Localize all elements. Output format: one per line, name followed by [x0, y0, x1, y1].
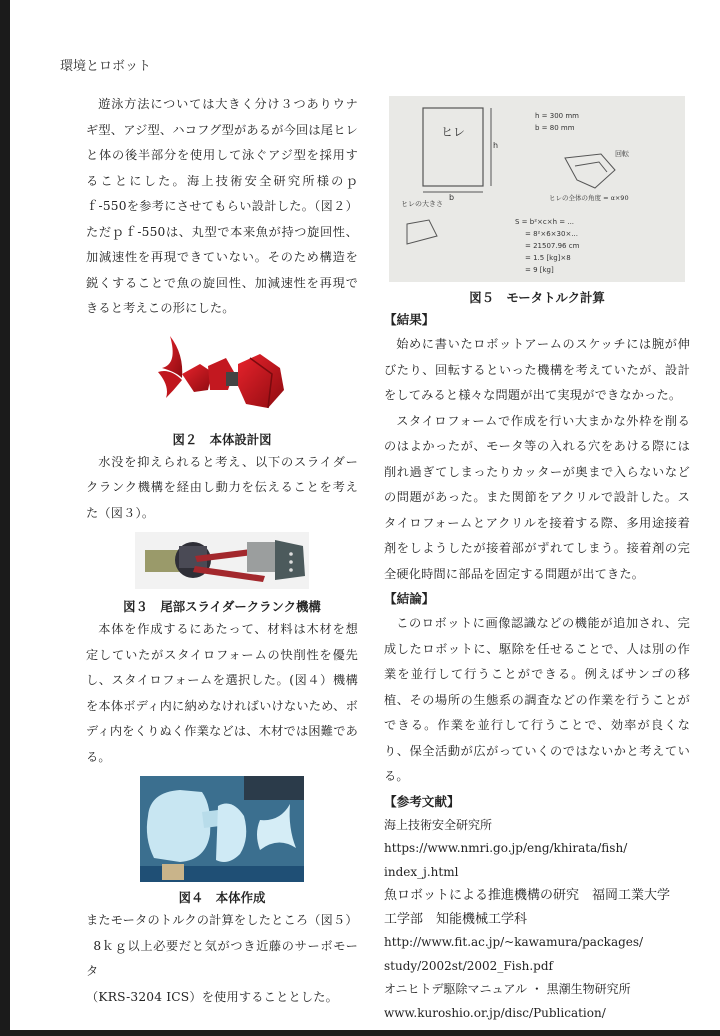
- results-heading: 【結果】: [384, 312, 435, 327]
- fig5-formula-2: = 8²×6×30×...: [525, 230, 578, 238]
- running-header: 環境とロボット: [60, 59, 152, 74]
- fig5-fin-label: ヒレ: [441, 125, 466, 139]
- conclusion-heading: 【結論】: [384, 591, 435, 606]
- results-paragraph-1: 始めに書いたロボットアームのスケッチには腕が伸びたり、回転するといった機構を考えていたが、設計をしてみると様々な問題が出て実現ができなかった。: [384, 337, 690, 402]
- paragraph-torque-line3: （KRS-3204 ICS）を使用することとした。: [86, 989, 339, 1004]
- window-left-border: [0, 0, 10, 1036]
- fig5-formula-5: = 9 [kg]: [525, 266, 554, 274]
- right-column: [384, 96, 690, 1025]
- reference-2-url-a[interactable]: http://www.fit.ac.jp/~kawamura/packages/: [384, 935, 644, 949]
- references-heading: 【参考文献】: [384, 793, 460, 809]
- fig5-b-label: b: [449, 193, 455, 202]
- styrofoam-photo: [140, 776, 304, 882]
- fig5-formula-1: S = b²×c×h = ...: [515, 218, 575, 226]
- fig5-h-label: h: [493, 141, 499, 150]
- figure-4-caption: 図４ 本体作成: [178, 890, 266, 905]
- fig5-formula-4: = 1.5 [kg]×8: [525, 254, 571, 262]
- reference-3-title: オニヒトデ駆除マニュアル ・ 黒潮生物研究所: [384, 982, 631, 996]
- fig5-angle-note: ヒレの全体の角度 = α×90: [549, 194, 629, 202]
- reference-2-url-b[interactable]: study/2002st/2002_Fish.pdf: [384, 958, 553, 973]
- conclusion-paragraph: このロボットに画像認識などの機能が追加され、完成したロボットに、駆除を任せることで、人は別の作業を並行して行うことができる。例えばサンゴの移植、その場所の生態系の調査などの作業を行うことができる。作業を並行して行うことで、効率が良くなり、保全活動が広がっていくのではないかと考えている。: [384, 616, 690, 783]
- figure-5-torque-calc: [389, 96, 685, 282]
- fig5-h-value: h = 300 mm: [535, 112, 579, 120]
- paragraph-slider-crank: 水没を抑えられると考え、以下のスライダークランク機構を経由し動力を伝えることを考えた（図３）。: [86, 454, 358, 520]
- fig5-rotate-note: 回転: [615, 150, 629, 158]
- reference-1-url-a[interactable]: https://www.nmri.go.jp/eng/khirata/fish/: [384, 841, 628, 855]
- figure-5-caption: 図５ モータトルク計算: [469, 290, 605, 305]
- figure-3-caption: 図３ 尾部スライダークランク機構: [123, 599, 321, 614]
- paragraph-swimming-method: 遊泳方法については大きく分け３つありウナギ型、アジ型、ハコフグ型があるが今回は尾ヒレと体の後半部分を使用して泳ぐアジ型を採用することにした。海上技術安全研究所様のｐｆ-550を参考にさせてもらい設計した。（図２）ただｐｆ-550は、丸型で本来魚が持つ旋回性、加減速性を再現できていない。そのため構造を鋭くすることで魚の旋回性、加減速性を再現できると考えこの形にした。: [86, 97, 358, 315]
- paragraph-material: 本体を作成するにあたって、材料は木材を想定していたがスタイロフォームの快削性を優先し、スタイロフォームを選択した。(図４）機構を本体ボディ内に納めなければいけないため、ボディ内をくりぬく作業などは、木材では困難である。: [86, 622, 358, 764]
- reference-3-url[interactable]: www.kuroshio.or.jp/disc/Publication/: [384, 1005, 606, 1020]
- fig5-b-value: b = 80 mm: [535, 124, 575, 132]
- fig5-formula-3: = 21507.96 cm: [525, 242, 580, 250]
- figure-2-caption: 図２ 本体設計図: [172, 431, 272, 447]
- figure-2-body-design: [152, 328, 292, 430]
- figure-3-slider-crank: [135, 532, 309, 589]
- results-paragraph-2: スタイロフォームで作成を行い大まかな外枠を削るのはよかったが、モータ等の入れる穴をあける際には削れ過ぎてしまったりカッターが奥まで入らないなどの問題があった。また関節をアクリルで設計した。スタイロフォームとアクリルを接着する際、多用途接着剤をしようしたが接着部がずれてしまう。接着剤の完全硬化時間に部品を固定する問題が出てきた。: [384, 413, 690, 581]
- figure-4-body-build: [140, 776, 304, 882]
- slider-crank-cad-image: [135, 532, 309, 589]
- reference-1-org: 海上技術安全研究所: [384, 817, 493, 832]
- reference-1-url-b[interactable]: index_j.html: [384, 864, 459, 879]
- robot-cad-image: [152, 328, 292, 430]
- torque-sketch-image: [389, 96, 685, 282]
- paragraph-torque-line2: 8ｋｇ以上必要だと気がつき近藤のサーボモータ: [86, 938, 358, 978]
- left-column: [86, 92, 358, 1010]
- reference-2-dept: 工学部 知能機械工学科: [384, 911, 528, 927]
- reference-2-title: 魚ロボットによる推進機構の研究 福岡工業大学: [384, 888, 671, 903]
- paragraph-torque-line1: またモータのトルクの計算をしたところ（図５）: [86, 913, 358, 927]
- fig5-fin-size: ヒレの大きさ: [401, 200, 443, 208]
- window-bottom-border: [0, 1030, 720, 1036]
